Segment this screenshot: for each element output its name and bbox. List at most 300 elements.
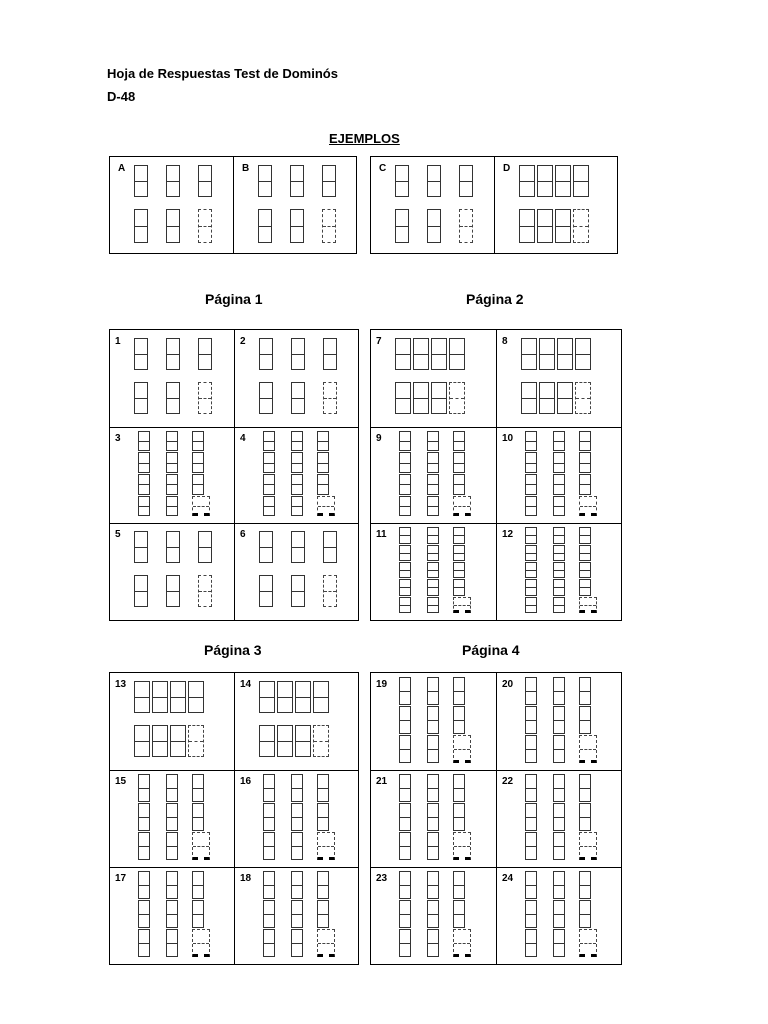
domino-divider xyxy=(520,226,534,227)
item-9 xyxy=(371,427,497,524)
domino-divider xyxy=(400,553,410,554)
domino xyxy=(579,774,591,802)
answer-domino-box[interactable] xyxy=(313,725,329,757)
domino xyxy=(553,677,565,705)
answer-domino-box[interactable] xyxy=(575,382,591,414)
domino xyxy=(525,735,537,763)
domino-divider xyxy=(264,506,274,507)
domino-divider xyxy=(193,943,209,944)
domino-divider xyxy=(264,846,274,847)
domino-divider xyxy=(139,914,149,915)
domino xyxy=(427,431,439,452)
domino xyxy=(291,382,305,414)
answer-domino-box[interactable] xyxy=(453,735,471,763)
domino xyxy=(553,774,565,802)
domino xyxy=(291,774,303,802)
domino xyxy=(453,706,465,734)
domino-divider xyxy=(193,484,203,485)
domino xyxy=(399,496,411,517)
domino xyxy=(166,575,180,607)
domino-divider xyxy=(139,846,149,847)
domino-divider xyxy=(454,885,464,886)
domino xyxy=(519,209,535,243)
domino-divider xyxy=(580,720,590,721)
domino xyxy=(553,474,565,495)
domino xyxy=(395,165,409,197)
answer-domino-box[interactable] xyxy=(192,929,210,957)
domino-divider xyxy=(554,484,564,485)
item-number: 24 xyxy=(502,873,514,884)
domino-divider xyxy=(189,697,203,698)
domino xyxy=(427,496,439,517)
domino-divider xyxy=(260,547,272,548)
domino-divider xyxy=(153,741,167,742)
domino xyxy=(453,900,465,928)
domino-divider xyxy=(167,591,179,592)
domino-divider xyxy=(193,846,209,847)
domino xyxy=(579,579,591,595)
domino xyxy=(322,165,336,197)
domino-divider xyxy=(454,506,470,507)
domino-divider xyxy=(260,697,274,698)
domino-divider xyxy=(323,226,335,227)
domino xyxy=(579,677,591,705)
example-a xyxy=(110,157,234,255)
domino xyxy=(427,452,439,473)
domino xyxy=(399,871,411,899)
domino-divider xyxy=(580,506,596,507)
domino-divider xyxy=(428,587,438,588)
examples-panel xyxy=(370,156,618,254)
domino-divider xyxy=(135,547,147,548)
domino xyxy=(263,774,275,802)
domino-divider xyxy=(580,484,590,485)
answer-domino-box[interactable] xyxy=(317,832,335,860)
domino xyxy=(399,929,411,957)
domino xyxy=(575,338,591,370)
domino-divider xyxy=(428,463,438,464)
answer-domino-box[interactable] xyxy=(579,597,597,613)
domino xyxy=(553,431,565,452)
example-label: D xyxy=(503,163,511,174)
domino-divider xyxy=(540,354,554,355)
domino xyxy=(166,338,180,370)
domino-divider xyxy=(193,506,209,507)
domino xyxy=(192,452,204,473)
domino-divider xyxy=(454,914,464,915)
domino-divider xyxy=(558,354,572,355)
domino xyxy=(399,735,411,763)
domino xyxy=(427,871,439,899)
domino-divider xyxy=(522,354,536,355)
item-number: 17 xyxy=(115,873,127,884)
domino-divider xyxy=(454,943,470,944)
domino-divider xyxy=(291,181,303,182)
item-number: 14 xyxy=(240,679,252,690)
domino-divider xyxy=(318,943,334,944)
item-15 xyxy=(110,770,235,867)
domino-divider xyxy=(522,398,536,399)
domino xyxy=(317,900,329,928)
domino-divider xyxy=(292,463,302,464)
domino-divider xyxy=(318,441,328,442)
domino-divider xyxy=(396,398,410,399)
domino-divider xyxy=(292,398,304,399)
domino xyxy=(573,165,589,197)
answer-domino-box[interactable] xyxy=(453,929,471,957)
item-number: 21 xyxy=(376,776,388,787)
domino xyxy=(431,382,447,414)
domino-divider xyxy=(260,354,272,355)
domino-divider xyxy=(292,914,302,915)
domino xyxy=(259,382,273,414)
domino-divider xyxy=(324,591,336,592)
domino-divider xyxy=(167,181,179,182)
domino xyxy=(521,338,537,370)
domino xyxy=(138,774,150,802)
domino xyxy=(166,382,180,414)
domino-divider xyxy=(432,354,446,355)
domino-divider xyxy=(526,506,536,507)
domino xyxy=(291,871,303,899)
domino-divider xyxy=(454,605,470,606)
domino-divider xyxy=(554,570,564,571)
domino-divider xyxy=(580,605,596,606)
domino-divider xyxy=(580,463,590,464)
domino xyxy=(263,803,275,831)
domino xyxy=(152,681,168,713)
domino-divider xyxy=(153,697,167,698)
domino xyxy=(192,474,204,495)
domino-divider xyxy=(526,570,536,571)
domino xyxy=(453,431,465,452)
item-19 xyxy=(371,673,497,770)
domino-divider xyxy=(292,441,302,442)
domino-divider xyxy=(576,354,590,355)
answer-domino-box[interactable] xyxy=(323,382,337,414)
domino xyxy=(134,725,150,757)
domino-divider xyxy=(296,741,310,742)
domino-divider xyxy=(135,591,147,592)
domino xyxy=(525,545,537,561)
domino-divider xyxy=(554,587,564,588)
domino xyxy=(134,531,148,563)
domino-divider xyxy=(264,463,274,464)
domino xyxy=(525,774,537,802)
answer-domino-box[interactable] xyxy=(317,496,335,517)
domino xyxy=(525,900,537,928)
domino xyxy=(579,900,591,928)
answer-domino-box[interactable] xyxy=(459,209,473,243)
domino-divider xyxy=(576,398,590,399)
answer-domino-box[interactable] xyxy=(579,496,597,517)
domino-divider xyxy=(139,441,149,442)
domino-divider xyxy=(278,697,292,698)
domino-divider xyxy=(574,226,588,227)
domino xyxy=(291,452,303,473)
domino-divider xyxy=(318,817,328,818)
domino-divider xyxy=(414,398,428,399)
domino xyxy=(525,527,537,543)
domino xyxy=(579,706,591,734)
page-2-title: Página 2 xyxy=(466,291,524,307)
domino-divider xyxy=(193,463,203,464)
domino xyxy=(399,677,411,705)
domino xyxy=(553,562,565,578)
domino xyxy=(453,774,465,802)
domino-divider xyxy=(554,691,564,692)
domino-divider xyxy=(323,181,335,182)
domino xyxy=(579,474,591,495)
domino-divider xyxy=(324,354,336,355)
domino-divider xyxy=(260,741,274,742)
domino xyxy=(453,803,465,831)
domino xyxy=(453,452,465,473)
domino-divider xyxy=(554,441,564,442)
domino xyxy=(291,832,303,860)
domino-divider xyxy=(167,463,177,464)
answer-domino-box[interactable] xyxy=(198,575,212,607)
domino-divider xyxy=(400,535,410,536)
domino xyxy=(291,496,303,517)
domino-divider xyxy=(135,354,147,355)
domino-divider xyxy=(580,788,590,789)
domino xyxy=(399,579,411,595)
domino-divider xyxy=(400,691,410,692)
domino xyxy=(399,474,411,495)
domino-divider xyxy=(139,463,149,464)
domino-divider xyxy=(580,846,596,847)
domino xyxy=(317,452,329,473)
page-4-panel xyxy=(370,672,622,965)
domino-divider xyxy=(526,553,536,554)
domino-divider xyxy=(139,506,149,507)
page-1-panel xyxy=(109,329,359,621)
domino xyxy=(525,474,537,495)
item-number: 13 xyxy=(115,679,127,690)
answer-domino-box[interactable] xyxy=(322,209,336,243)
domino xyxy=(295,725,311,757)
domino xyxy=(525,677,537,705)
domino-divider xyxy=(574,181,588,182)
domino-divider xyxy=(428,553,438,554)
domino xyxy=(427,929,439,957)
domino-divider xyxy=(554,846,564,847)
domino-divider xyxy=(314,741,328,742)
domino-divider xyxy=(454,570,464,571)
domino xyxy=(539,338,555,370)
item-16 xyxy=(235,770,360,867)
domino xyxy=(427,579,439,595)
answer-domino-box[interactable] xyxy=(579,735,597,763)
answer-domino-box[interactable] xyxy=(453,496,471,517)
domino-divider xyxy=(167,943,177,944)
domino-divider xyxy=(135,181,147,182)
item-4 xyxy=(235,427,360,524)
domino-divider xyxy=(450,398,464,399)
item-number: 10 xyxy=(502,432,514,444)
item-number: 19 xyxy=(376,679,388,690)
answer-domino-box[interactable] xyxy=(188,725,204,757)
answer-domino-box[interactable] xyxy=(449,382,465,414)
domino-divider xyxy=(400,587,410,588)
item-13 xyxy=(110,673,235,770)
domino-divider xyxy=(454,587,464,588)
domino xyxy=(525,871,537,899)
item-14 xyxy=(235,673,360,770)
page-4-title: Página 4 xyxy=(462,642,520,658)
domino xyxy=(579,803,591,831)
domino-divider xyxy=(540,398,554,399)
domino xyxy=(553,545,565,561)
domino-divider xyxy=(135,226,147,227)
page-2-panel xyxy=(370,329,622,621)
domino-divider xyxy=(454,484,464,485)
domino xyxy=(263,900,275,928)
domino-divider xyxy=(454,553,464,554)
domino-divider xyxy=(264,885,274,886)
domino xyxy=(277,681,293,713)
domino xyxy=(259,575,273,607)
domino-divider xyxy=(318,788,328,789)
domino-divider xyxy=(526,788,536,789)
domino xyxy=(521,382,537,414)
sheet-title: Hoja de Respuestas Test de Dominós xyxy=(107,66,338,81)
domino xyxy=(138,803,150,831)
domino xyxy=(399,452,411,473)
domino-divider xyxy=(580,570,590,571)
answer-domino-box[interactable] xyxy=(323,575,337,607)
domino-divider xyxy=(167,484,177,485)
answer-domino-box[interactable] xyxy=(198,382,212,414)
answer-domino-box[interactable] xyxy=(192,496,210,517)
item-number: 15 xyxy=(115,776,127,787)
domino-divider xyxy=(554,463,564,464)
domino-divider xyxy=(454,441,464,442)
domino xyxy=(579,452,591,473)
domino xyxy=(166,496,178,517)
domino-divider xyxy=(454,749,470,750)
answer-domino-box[interactable] xyxy=(579,832,597,860)
domino-divider xyxy=(278,741,292,742)
domino xyxy=(259,338,273,370)
domino-divider xyxy=(318,463,328,464)
domino-divider xyxy=(193,817,203,818)
domino-divider xyxy=(554,553,564,554)
domino-divider xyxy=(167,226,179,227)
domino xyxy=(317,774,329,802)
domino xyxy=(553,735,565,763)
domino xyxy=(525,431,537,452)
domino-divider xyxy=(264,817,274,818)
domino xyxy=(453,562,465,578)
domino xyxy=(166,531,180,563)
answer-domino-box[interactable] xyxy=(573,209,589,243)
domino-divider xyxy=(526,463,536,464)
item-10 xyxy=(497,427,623,524)
domino-divider xyxy=(167,354,179,355)
domino-divider xyxy=(193,885,203,886)
domino-divider xyxy=(526,846,536,847)
domino xyxy=(166,929,178,957)
domino-divider xyxy=(414,354,428,355)
domino xyxy=(258,165,272,197)
domino-divider xyxy=(554,720,564,721)
domino xyxy=(138,871,150,899)
domino-divider xyxy=(400,817,410,818)
domino xyxy=(170,681,186,713)
domino-divider xyxy=(454,788,464,789)
domino xyxy=(537,165,553,197)
domino-divider xyxy=(580,914,590,915)
domino xyxy=(152,725,168,757)
domino-divider xyxy=(167,914,177,915)
domino xyxy=(317,871,329,899)
domino-divider xyxy=(554,506,564,507)
domino xyxy=(399,562,411,578)
answer-domino-box[interactable] xyxy=(453,832,471,860)
domino-divider xyxy=(400,484,410,485)
domino-divider xyxy=(292,846,302,847)
domino xyxy=(525,579,537,595)
domino xyxy=(291,575,305,607)
domino xyxy=(427,474,439,495)
domino xyxy=(317,431,329,452)
domino-divider xyxy=(428,441,438,442)
domino-divider xyxy=(396,354,410,355)
answer-domino-box[interactable] xyxy=(317,929,335,957)
domino xyxy=(263,929,275,957)
domino-divider xyxy=(324,547,336,548)
domino xyxy=(553,496,565,517)
domino-divider xyxy=(400,846,410,847)
domino xyxy=(134,209,148,243)
domino-divider xyxy=(199,181,211,182)
domino xyxy=(427,209,441,243)
domino-divider xyxy=(556,181,570,182)
answer-domino-box[interactable] xyxy=(453,597,471,613)
answer-domino-box[interactable] xyxy=(192,832,210,860)
domino-divider xyxy=(460,181,472,182)
domino xyxy=(553,706,565,734)
domino xyxy=(525,929,537,957)
domino-divider xyxy=(520,181,534,182)
domino-divider xyxy=(135,398,147,399)
item-3 xyxy=(110,427,235,524)
domino xyxy=(427,677,439,705)
domino-divider xyxy=(139,817,149,818)
domino-divider xyxy=(428,691,438,692)
domino-divider xyxy=(580,535,590,536)
example-d xyxy=(495,157,619,255)
domino-divider xyxy=(400,605,410,606)
domino-divider xyxy=(454,846,470,847)
answer-domino-box[interactable] xyxy=(579,929,597,957)
domino-divider xyxy=(264,788,274,789)
domino xyxy=(557,382,573,414)
answer-domino-box[interactable] xyxy=(198,209,212,243)
domino-divider xyxy=(580,441,590,442)
domino xyxy=(291,803,303,831)
domino xyxy=(313,681,329,713)
domino-divider xyxy=(428,570,438,571)
examples-panel xyxy=(109,156,357,254)
item-number: 22 xyxy=(502,776,514,787)
domino-divider xyxy=(139,484,149,485)
domino xyxy=(399,545,411,561)
domino xyxy=(459,165,473,197)
domino-divider xyxy=(193,441,203,442)
